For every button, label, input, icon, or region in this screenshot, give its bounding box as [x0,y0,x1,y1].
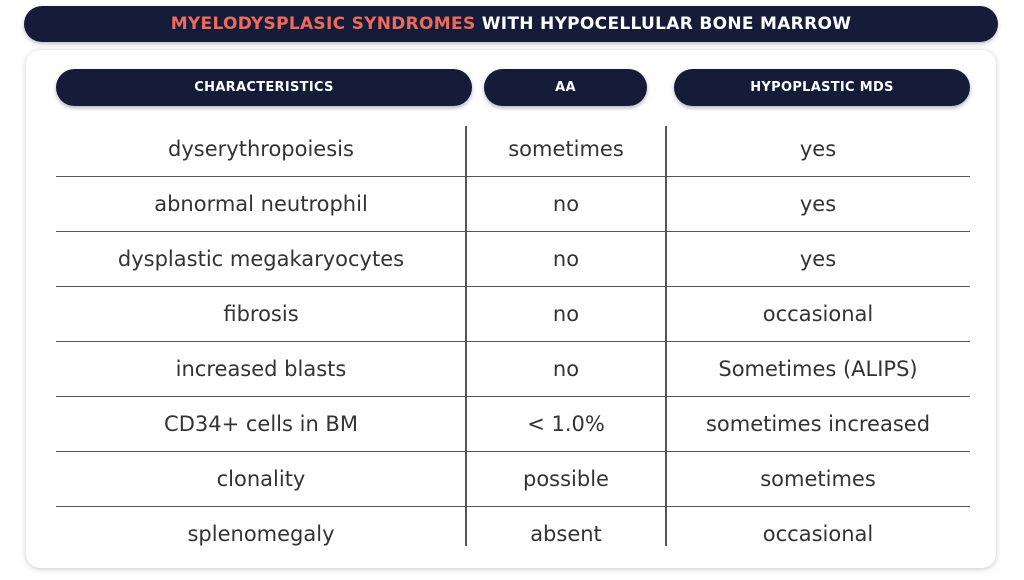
characteristic-cell: dysplastic megakaryocytes [117,247,405,271]
characteristic-cell: splenomegaly [187,522,335,546]
mds-cell: Sometimes (ALIPS) [718,357,918,381]
characteristic-cell: CD34+ cells in BM [164,412,358,436]
header-aa: AA [484,69,647,106]
aa-cell: no [552,192,580,216]
mds-cell: occasional [762,302,874,326]
title-rest: WITH HYPOCELLULAR BONE MARROW [481,14,852,34]
mds-cell: yes [799,137,837,161]
mds-cell: sometimes [760,467,876,491]
mds-cell: yes [799,192,837,216]
aa-cell: possible [523,467,609,491]
mds-cell: sometimes increased [705,412,931,436]
table-row [56,507,970,561]
comparison-table [56,122,970,561]
aa-cell: no [552,357,580,381]
title-highlight: MYELODYSPLASIC SYNDROMES [170,14,476,34]
aa-cell: absent [530,522,602,546]
header-hypoplastic-mds: HYPOPLASTIC MDS [674,69,970,106]
aa-cell: no [552,302,580,326]
table-row [56,397,970,452]
aa-cell: < 1.0% [527,412,605,436]
table-panel [26,50,996,568]
characteristic-cell: clonality [216,467,306,491]
table-row [56,232,970,287]
aa-cell: sometimes [508,137,624,161]
table-row [56,122,970,177]
table-row [56,452,970,507]
characteristic-cell: abnormal neutrophil [154,192,368,216]
table-row [56,177,970,232]
aa-cell: no [552,247,580,271]
characteristic-cell: fibrosis [223,302,299,326]
page-title [24,6,998,42]
header-characteristics: CHARACTERISTICS [56,69,472,106]
mds-cell: occasional [762,522,874,546]
mds-cell: yes [799,247,837,271]
characteristic-cell: dyserythropoiesis [168,137,354,161]
table-row [56,287,970,342]
characteristic-cell: increased blasts [175,357,347,381]
table-row [56,342,970,397]
